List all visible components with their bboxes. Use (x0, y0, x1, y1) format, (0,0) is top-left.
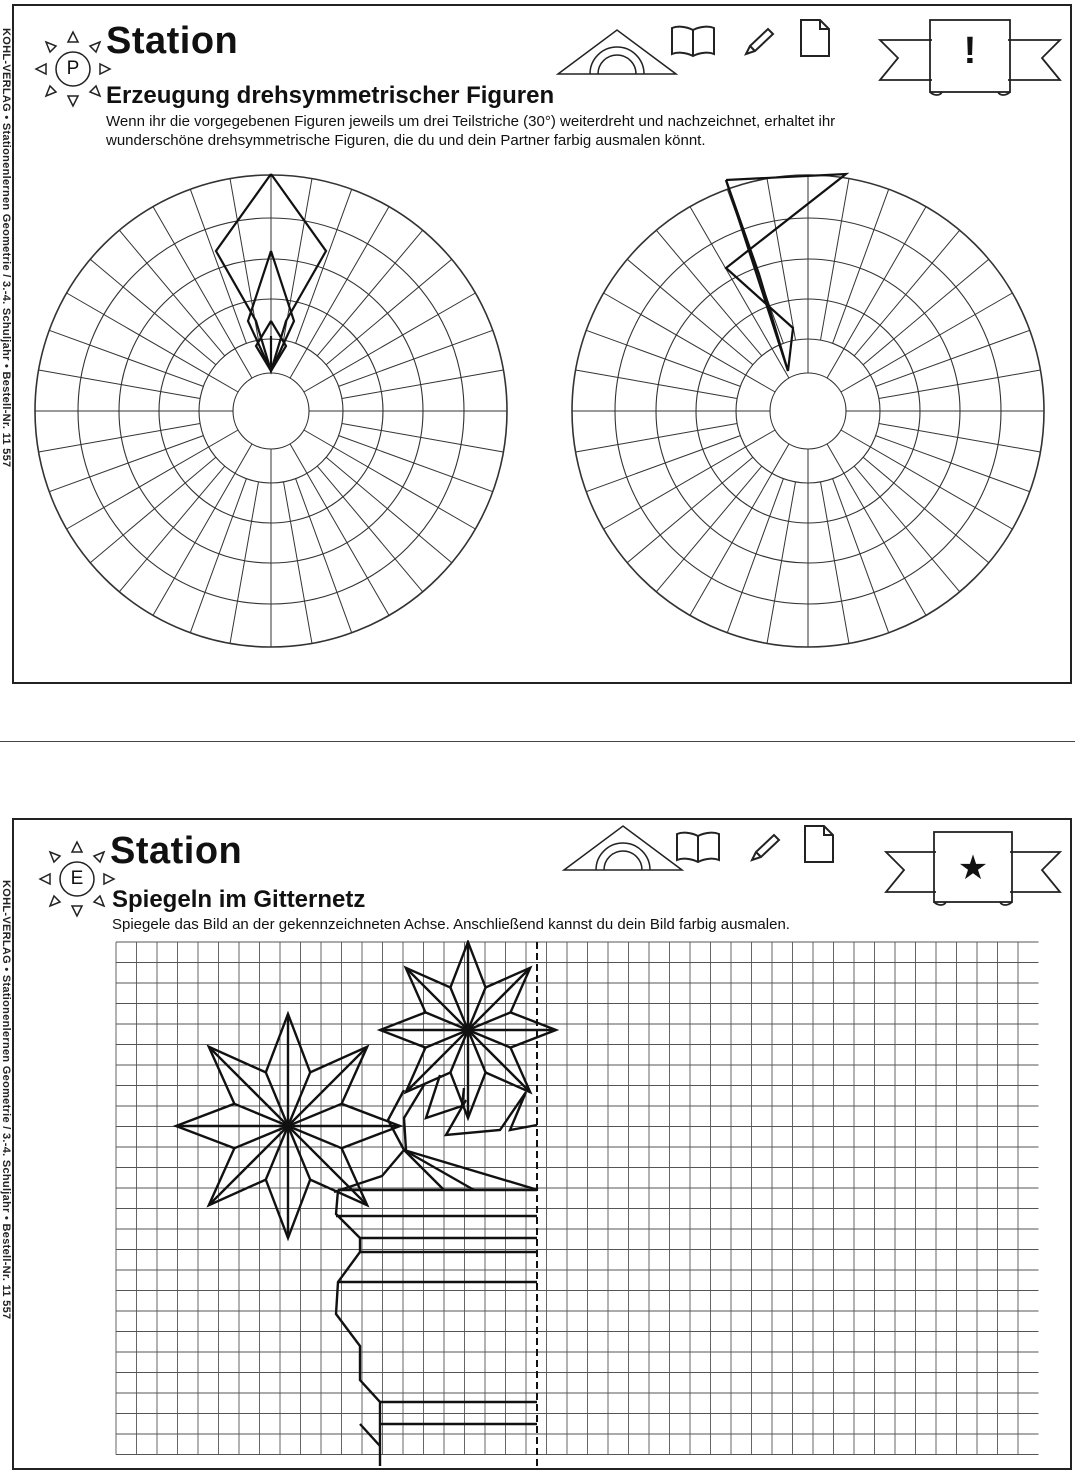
polar-grids (14, 156, 1070, 682)
pencil-icon (742, 26, 776, 58)
side-imprint-bottom: KOHL-VERLAG • Stationenlernen Geometrie / 3.-4. Schuljahr • Bestell-Nr. 11 557 (0, 880, 12, 1320)
banner-symbol: ! (963, 30, 977, 72)
polar-grid-left (35, 175, 507, 647)
book-icon (674, 830, 722, 866)
set-square-icon (562, 822, 684, 874)
pencil-icon (748, 832, 782, 864)
page-icon (798, 18, 832, 58)
side-imprint-top: KOHL-VERLAG • Stationenlernen Geometrie / 3.-4. Schuljahr • Bestell-Nr. 11 557 (0, 28, 12, 468)
task-title: Spiegeln im Gitternetz (112, 886, 366, 913)
book-icon (669, 24, 717, 60)
station-card-mirror (12, 818, 1072, 1470)
station-card-rotation (12, 4, 1072, 684)
set-square-icon (556, 26, 678, 78)
page-icon (802, 824, 836, 864)
banner-symbol: ★ (957, 849, 989, 887)
instruction: Spiegele das Bild an der gekennzeichneten Achse. Anschließend kannst du dein Bild farbig ausmalen. (112, 916, 790, 933)
task-title: Erzeugung drehsymmetrischer Figuren (106, 82, 555, 109)
square-grid-lines (116, 942, 1039, 1455)
mirror-grid (114, 940, 1056, 1468)
station-letter: E (70, 868, 84, 889)
station-header: Station (106, 20, 239, 62)
polar-grid-right (572, 175, 1044, 647)
station-header: Station (110, 830, 243, 872)
instruction-line-2: wunderschöne drehsymmetrische Figuren, die du und dein Partner farbig ausmalen könnt. (106, 132, 706, 149)
instruction-line-1: Wenn ihr die vorgegebenen Figuren jeweils um drei Teilstriche (30°) weiterdreht und nachzeichnet, erhaltet ihr (106, 113, 836, 130)
cut-line (0, 741, 1075, 742)
flower-vase-picture (176, 942, 556, 1466)
station-letter: P (66, 58, 80, 79)
